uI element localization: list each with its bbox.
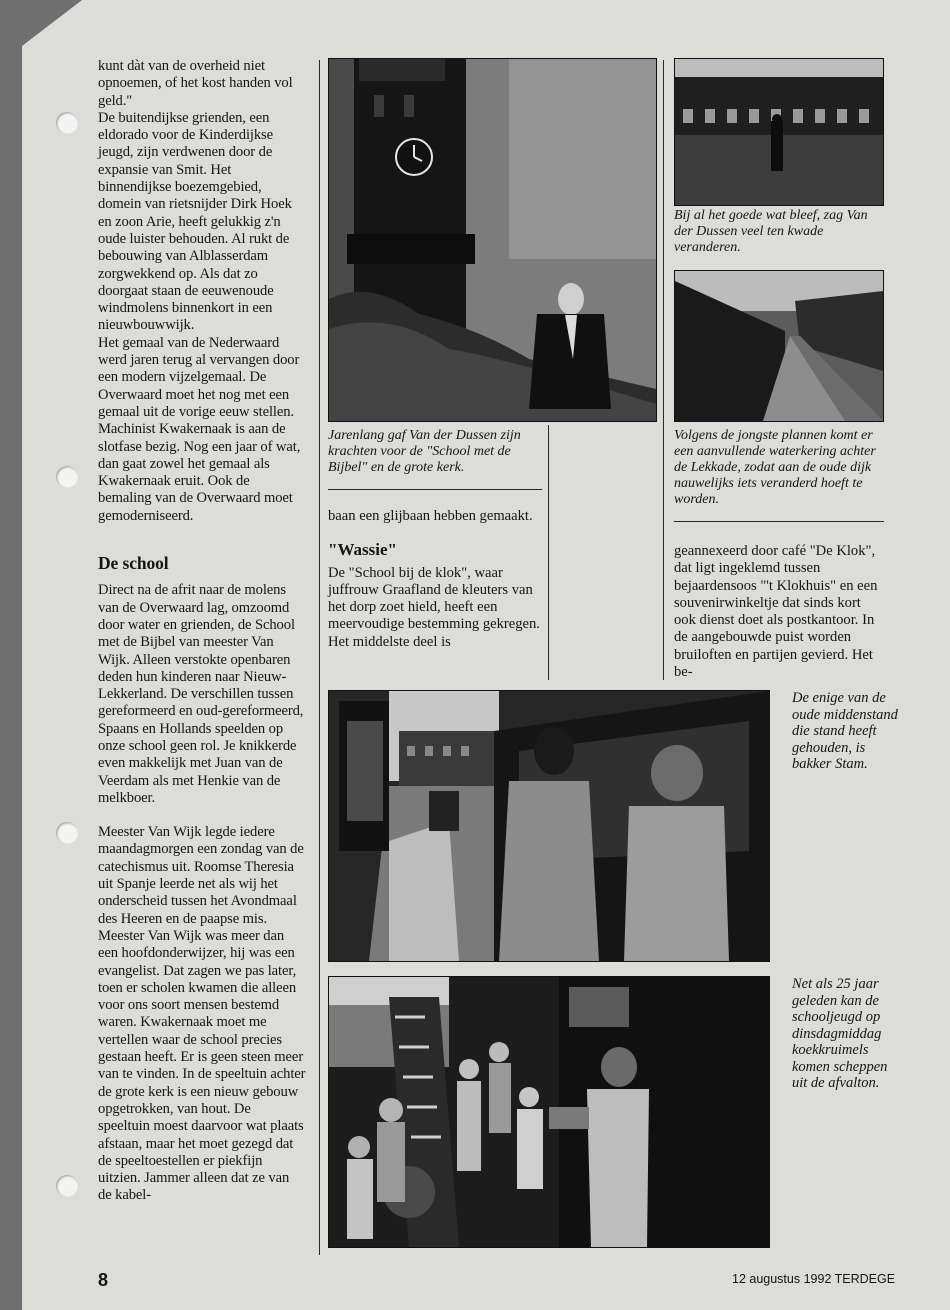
- paragraph: Het gemaal van de Nederwaard werd jaren terug al vervangen door een modern vijzelgemaal. De Overwaard moet het nog met een gemaal uit de vorige eeuw stellen. Machinist Kwakernaak is aan de slotfase bezig. Nog een jaar of wat, dan gaat zowel het gemaal als Kwakernaak eruit. Ook de bemaling van de Overwaard moet gemoderniseerd.: [98, 334, 301, 524]
- photo-bakery: [328, 690, 770, 962]
- caption-street-mid: Volgens de jongste plannen komt er een aanvullende waterkering achter de Lekkade, zodat aan de oude dijk nauwelijks iets veranderd hoeft te worden.: [674, 428, 876, 507]
- column-rule: [663, 60, 664, 680]
- caption-rule: [674, 521, 884, 522]
- paragraph: baan een glijbaan hebben gemaakt.: [328, 508, 533, 524]
- caption-tower: Jarenlang gaf Van der Dussen zijn krachten voor de "School met de Bijbel" en de grote kerk.: [328, 428, 521, 475]
- magazine-page: [22, 0, 950, 1310]
- paragraph: kunt dàt van de overheid niet opnoemen, of het kost handen vol geld.": [98, 58, 293, 109]
- punch-hole: [56, 822, 78, 844]
- paragraph: Direct na de afrit naar de molens van de Overwaard lag, omzoomd door water en grienden, de School met de Bijbel van meester Van Wijk. Alleen verstokte openbaren deden hun kinderen naar Nieuw-Lekkerland. De verschillen tussen gereformeerd en oud-gereformeerd, Spaans en Hollands speelden op onze school geen rol. Je knikkerde even makkelijk met Juan van de Veerdam als met Henkie van de melkboer.: [98, 582, 304, 806]
- section-heading: De school: [98, 553, 169, 574]
- issue-footer: 12 augustus 1992 TERDEGE: [732, 1272, 896, 1286]
- caption-children: Net als 25 jaar geleden kan de schooljeugd op dinsdagmiddag koekkruimels komen scheppen uit de afvalton.: [792, 976, 888, 1091]
- column-rule: [548, 425, 549, 680]
- punch-hole: [56, 112, 78, 134]
- article-column-3: [674, 543, 886, 681]
- photo-dike-houses: [674, 270, 884, 422]
- paragraph: De "School bij de klok", waar juffrouw Graafland de kleuters van het dorp zoet hield, heeft een meervoudige bestemming gekregen. Het middelste deel is: [328, 564, 540, 650]
- paragraph: geannexeerd door café "De Klok", dat ligt ingeklemd tussen bejaardensoos "'t Klokhuis" en een souvenirwinkeltje dat sinds kort ook dienst doet als postkantoor. In de aangebouwde puist worden bruiloften en partijen gevierd. Het be-: [674, 543, 878, 681]
- caption-street-top: Bij al het goede wat bleef, zag Van der Dussen veel ten kwade veranderen.: [674, 208, 868, 255]
- photo-church-tower: [328, 58, 657, 422]
- caption-rule: [328, 489, 542, 490]
- article-column-1: [98, 58, 306, 1205]
- photo-school-children: [328, 976, 770, 1248]
- section-heading: "Wassie": [328, 540, 397, 560]
- punch-hole: [56, 1175, 78, 1197]
- page-number: 8: [98, 1270, 109, 1290]
- article-column-2: [328, 508, 543, 651]
- paragraph: Meester Van Wijk legde iedere maandagmorgen een zondag van de catechismus uit. Roomse Theresia uit Spanje leerde net als wij het onderscheid tussen het Avondmaal des Heeren en de paapse mis. Meester Van Wijk was meer dan een hoofdonderwijzer, hij was een evangelist. Dat zagen we pas later, toen er scholen kwamen die alleen voor ons soort mensen bestemd waren. Kwakernaak moet me vertellen waar de school precies gestaan heeft. Er is geen steen meer van te vinden. In de speeltuin achter de grote kerk is een nieuw gebouw opgetrokken, van hout. De speeltuin moest daarvoor wat plaats afstaan, maar het moet gezegd dat de speeltoestellen er piekfijn uitzien. Jammer alleen dat ze van de kabel-: [98, 824, 306, 1204]
- photo-street-row-houses: [674, 58, 884, 206]
- punch-hole: [56, 466, 78, 488]
- column-rule: [319, 60, 320, 1255]
- paragraph: De buitendijkse grienden, een eldorado voor de Kinderdijkse jeugd, zijn verdwenen door de expansie van Smit. Het binnendijkse boezemgebied, domein van rietsnijder Dirk Hoek en zoon Arie, heeft gelukkig z'n oude luister behouden. Al rukt de bebouwing van Alblasserdam zorgwekkend op. Als dat zo doorgaat staan de eeuwenoude windmolens binnenkort in een nieuwbouwwijk.: [98, 109, 292, 334]
- caption-bakery: De enige van de oude middenstand die stand heeft gehouden, is bakker Stam.: [792, 690, 898, 772]
